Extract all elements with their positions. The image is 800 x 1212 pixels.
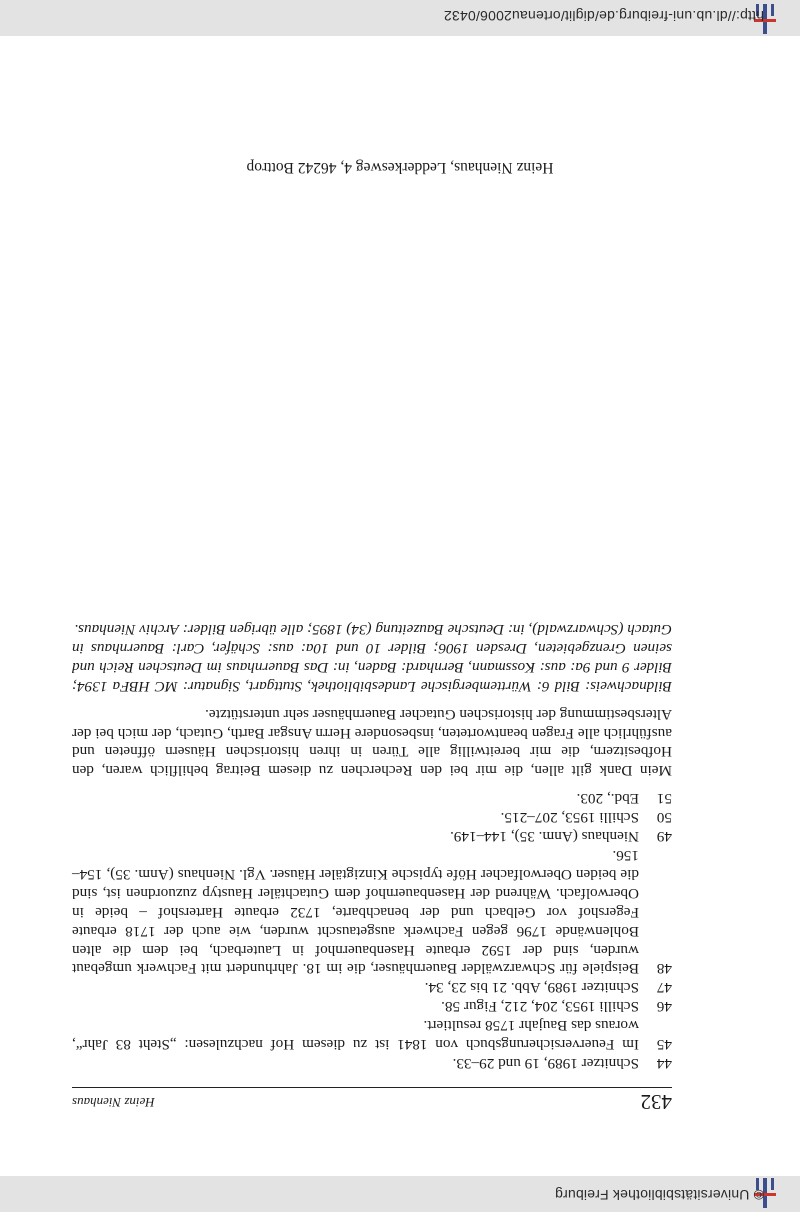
footnote-text: Beispiele für Schwarzwälder Bauernhäuser, die im 18. Jahrhundert mit Fachwerk umgebaut wurden, sind der 1592 erbaute Hasenbauernhof in Lauterbach, bei dem die alten Bohlenwände 1796 gegen Fachwerk ausgetauscht wurden, wie auch der 1718 erbaute Fegershof vor Gelbach und der benachbarte, 1732 erbaute Hartershof – beide in Oberwolfach. Während der Hasenbauernhof dem Gutachtäler Haustyp zuzuordnen ist, sind die beiden Oberwolfacher Höfe typische Kinzigtäler Häuser. Vgl. Nienhaus (Anm. 35), 154–156. — [72, 847, 639, 978]
page-content — [72, 619, 672, 1072]
footnote-50 — [72, 807, 672, 826]
copyright-text-top: © Universitätsbibliothek Freiburg — [554, 1187, 764, 1203]
footnote-48 — [72, 845, 672, 977]
source-bar-bottom — [0, 0, 800, 36]
page-number: 432 — [640, 1090, 672, 1114]
footnote-text: Nienhaus (Anm. 35), 144–149. — [450, 828, 639, 846]
footnote-text: Schnitzer 1989, 19 und 29–33. — [452, 1055, 639, 1072]
footnote-list — [72, 788, 672, 1072]
footnote-text: Schilli 1953, 207–215. — [500, 809, 639, 827]
footnote-text: Schnitzer 1989, Abb. 21 bis 23, 34. — [424, 979, 639, 997]
source-url-link[interactable]: http://dl.ub.uni-freiburg.de/diglit/ortenau2006/0432 — [443, 8, 764, 24]
footnote-46 — [72, 996, 672, 1015]
footnote-number: 44 — [656, 1055, 672, 1072]
footnote-number: 49 — [656, 828, 672, 846]
source-bar-top — [0, 1176, 800, 1212]
footnote-number: 48 — [656, 960, 672, 978]
footnote-47 — [72, 977, 672, 996]
footnote-44 — [72, 1053, 672, 1072]
book-page — [0, 36, 800, 1176]
footnote-number: 46 — [656, 998, 672, 1016]
footnote-text: Schilli 1953, 204, 212, Figur 58. — [441, 998, 639, 1016]
acknowledgement-paragraph: Mein Dank gilt allen, die mir bei den Recherchen zu diesem Beitrag behilflich waren, den Hofbesitzern, die mir bereitwillig alle Türen in ihren historischen Häusern öffneten und ausführlich alle Fragen beantworteten, insbesondere Herrn Ansgar Barth, Gutach, der mich bei der Altersbestimmung der historischen Gutacher Bauernhäuser sehr unterstützte. — [72, 705, 672, 780]
footnote-45 — [72, 1015, 672, 1053]
image-credits-paragraph: Bildnachweis: Bild 6: Württembergische Landesbibliothek, Stuttgart, Signatur: MC HBFa 1394; Bilder 9 und 9a: aus: Kossmann, Bernhard: Baden, in: Das Bauernhaus im Deutschen Reich und seinen Grenzgebieten, Dresden 1906; Bilder 10 und 10a: aus: Schäfer, Carl: Bauernhaus in Gutach (Schwarzwald), in: Deutsche Bauzeitung (34) 1895; alle übrigen Bilder: Archiv Nienhaus. — [72, 621, 672, 695]
footnote-text: Im Feuerversicherungsbuch von 1841 ist zu diesem Hof nachzulesen: „Steht 83 Jahr“, woraus das Baujahr 1758 resultiert. — [72, 1017, 639, 1054]
footnote-number: 45 — [656, 1036, 672, 1054]
footnote-51 — [72, 788, 672, 807]
page-header — [72, 1087, 672, 1114]
author-address: Heinz Nienhaus, Ledderkesweg 4, 46242 Bottrop — [246, 159, 554, 176]
footnote-text: Ebd., 203. — [576, 790, 639, 808]
footnote-number: 47 — [656, 979, 672, 997]
footnote-number: 50 — [656, 809, 672, 827]
running-head: Heinz Nienhaus — [72, 1095, 155, 1110]
footnote-number: 51 — [656, 790, 672, 808]
footnote-49 — [72, 826, 672, 845]
